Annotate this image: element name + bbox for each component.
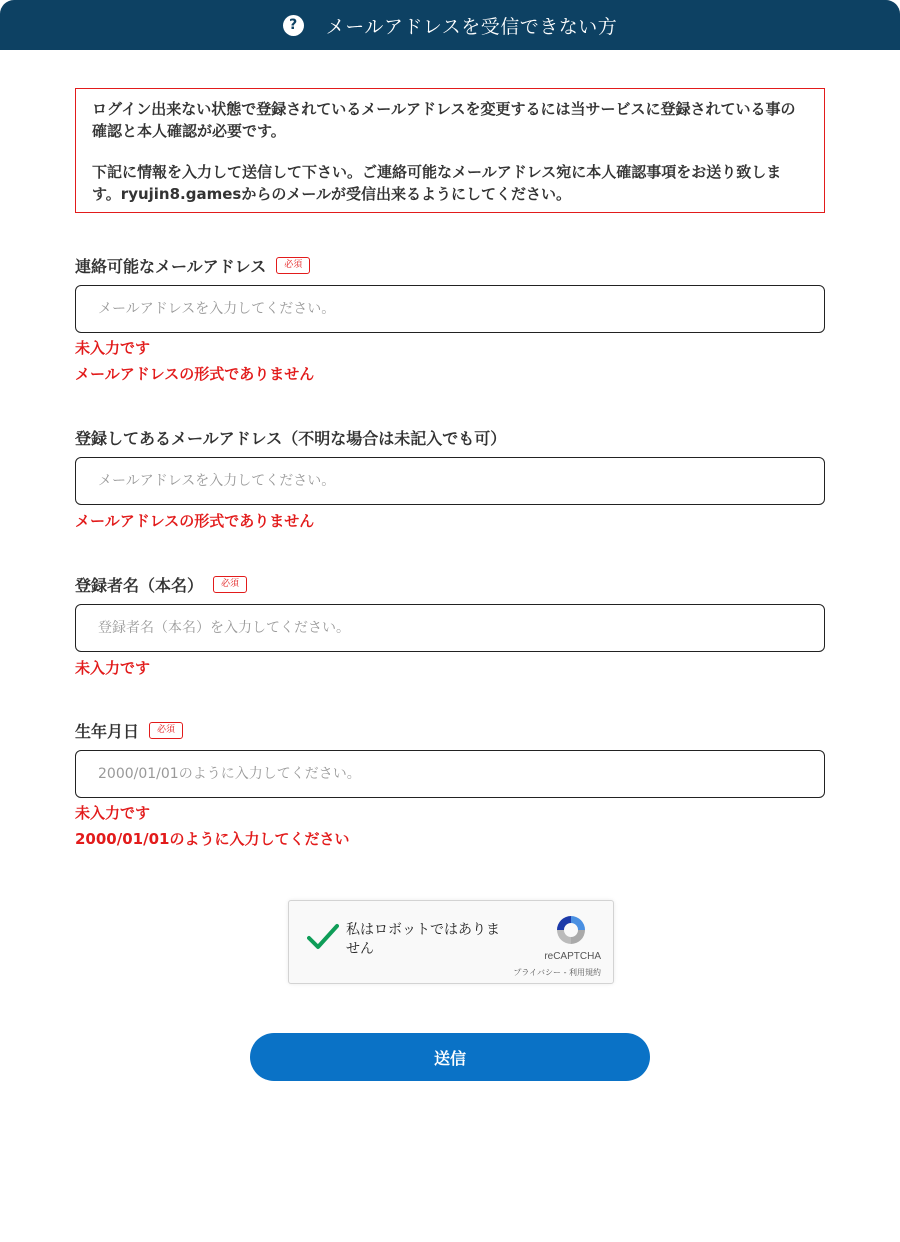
page-title: メールアドレスを受信できない方 [325,15,618,38]
recaptcha-links[interactable]: プライバシー - 利用規約 [513,968,601,977]
error-message: メールアドレスの形式でありません [75,365,315,383]
name-label [75,573,247,595]
notice-paragraph-2: 下記に情報を入力して送信して下さい。ご連絡可能なメールアドレス宛に本人確認事項をお送り致します。ryujin8.gamesからのメールが受信出来るようにしてください。 [92,163,782,203]
registered-email-label [75,426,506,448]
error-message: 2000/01/01のように入力してください [75,830,350,848]
recaptcha-brand: reCAPTCHA [544,951,601,962]
recaptcha-label: 私はロボットではありません [346,922,500,957]
birthdate-label [75,719,183,741]
checkmark-icon [307,923,339,951]
required-badge: 必須 [213,576,247,593]
birthdate-label-text: 生年月日 [75,721,140,741]
required-badge: 必須 [149,722,183,739]
page-header [0,0,900,50]
question-circle-icon: ? [283,15,304,36]
registered-email-label-text: 登録してあるメールアドレス（不明な場合は未記入でも可） [75,428,507,448]
error-message: 未入力です [75,804,151,822]
recaptcha-checkbox[interactable] [307,923,339,955]
name-input[interactable] [75,604,825,652]
birthdate-input[interactable] [75,750,825,798]
error-message: 未入力です [75,339,151,357]
notice-paragraph-1: ログイン出来ない状態で登録されているメールアドレスを変更するには当サービスに登録されている事の確認と本人確認が必要です。 [92,100,796,140]
recaptcha-logo-icon [554,913,588,951]
submit-button[interactable]: 送信 [250,1033,650,1081]
required-badge: 必須 [276,257,310,274]
contact-email-input[interactable] [75,285,825,333]
error-message: 未入力です [75,659,151,677]
contact-email-label-text: 連絡可能なメールアドレス [75,256,267,276]
error-message: メールアドレスの形式でありません [75,512,315,530]
notice-box [75,88,825,213]
registered-email-input[interactable] [75,457,825,505]
name-label-text: 登録者名（本名） [75,575,204,595]
contact-email-label [75,254,310,276]
recaptcha-widget [288,900,614,984]
